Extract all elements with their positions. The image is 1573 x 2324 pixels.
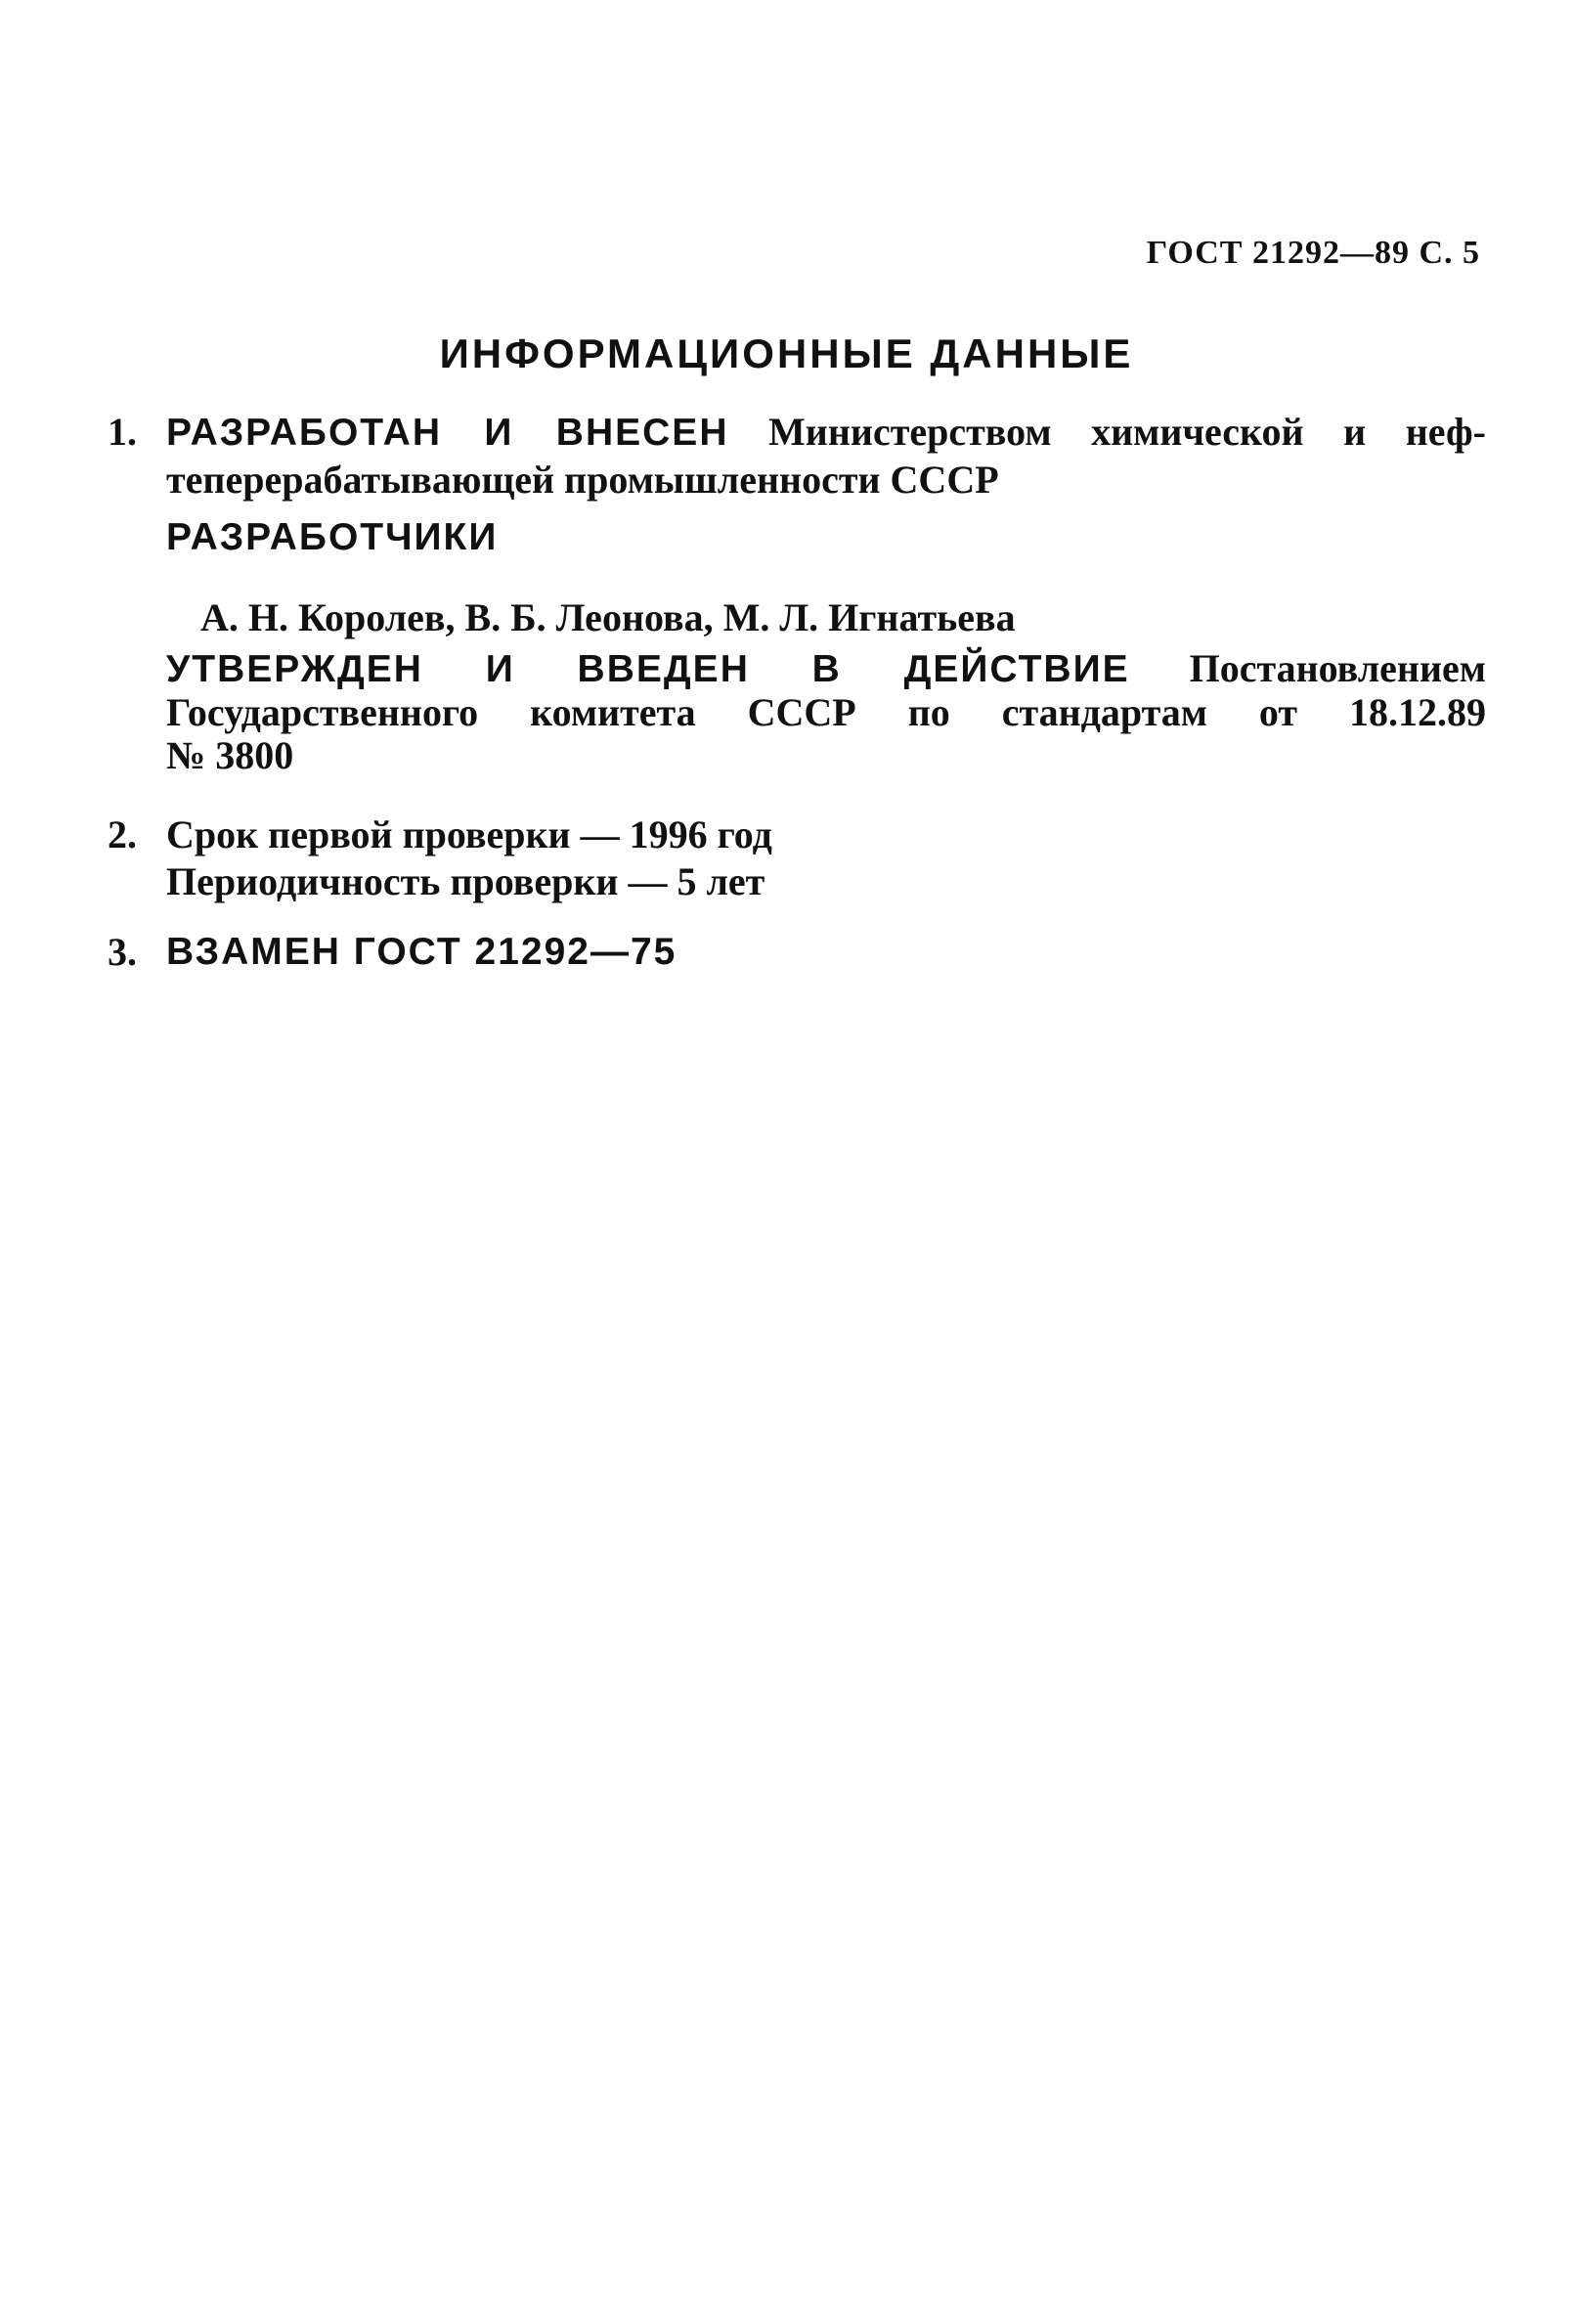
standard-code: ГОСТ 21292—89 С. 5	[1146, 235, 1480, 271]
page-title: ИНФОРМАЦИОННЫЕ ДАННЫЕ	[439, 330, 1134, 376]
item-number: 1.	[108, 410, 137, 454]
item-1-line-1	[166, 409, 1486, 457]
approval-line-3: № 3800	[166, 733, 294, 777]
item-number: 3.	[108, 930, 137, 974]
item-number: 2.	[108, 812, 137, 856]
approval-line-2: Государственного комитета СССР по стандартам от 18.12.89	[166, 690, 1486, 734]
info-item-3	[108, 929, 1486, 976]
item-1-line-2: теперерабатывающей промышленности СССР	[166, 458, 999, 502]
item-2-line-2: Периодичность проверки — 5 лет	[166, 859, 765, 903]
item-3-text: ВЗАМЕН ГОСТ 21292—75	[166, 931, 677, 973]
approval-block	[166, 647, 1486, 777]
developers-names: А. Н. Королев, В. Б. Леонова, М. Л. Игнатьева	[200, 595, 1016, 639]
item-1-lead: РАЗРАБОТАН И ВНЕСЕН	[166, 412, 729, 454]
approval-lead: УТВЕРЖДЕН И ВВЕДЕН В ДЕЙСТВИЕ	[166, 648, 1130, 690]
info-item-2	[108, 811, 1486, 905]
item-2-line-1: Срок первой проверки — 1996 год	[166, 812, 772, 856]
approval-line-1-rest: Постановлением	[1189, 646, 1486, 690]
item-1-line-1-rest: Министерством химической и неф-	[768, 410, 1486, 454]
info-item-1	[108, 409, 1486, 504]
approval-line-1	[166, 647, 1486, 691]
developers-heading: РАЗРАБОТЧИКИ	[166, 516, 499, 558]
